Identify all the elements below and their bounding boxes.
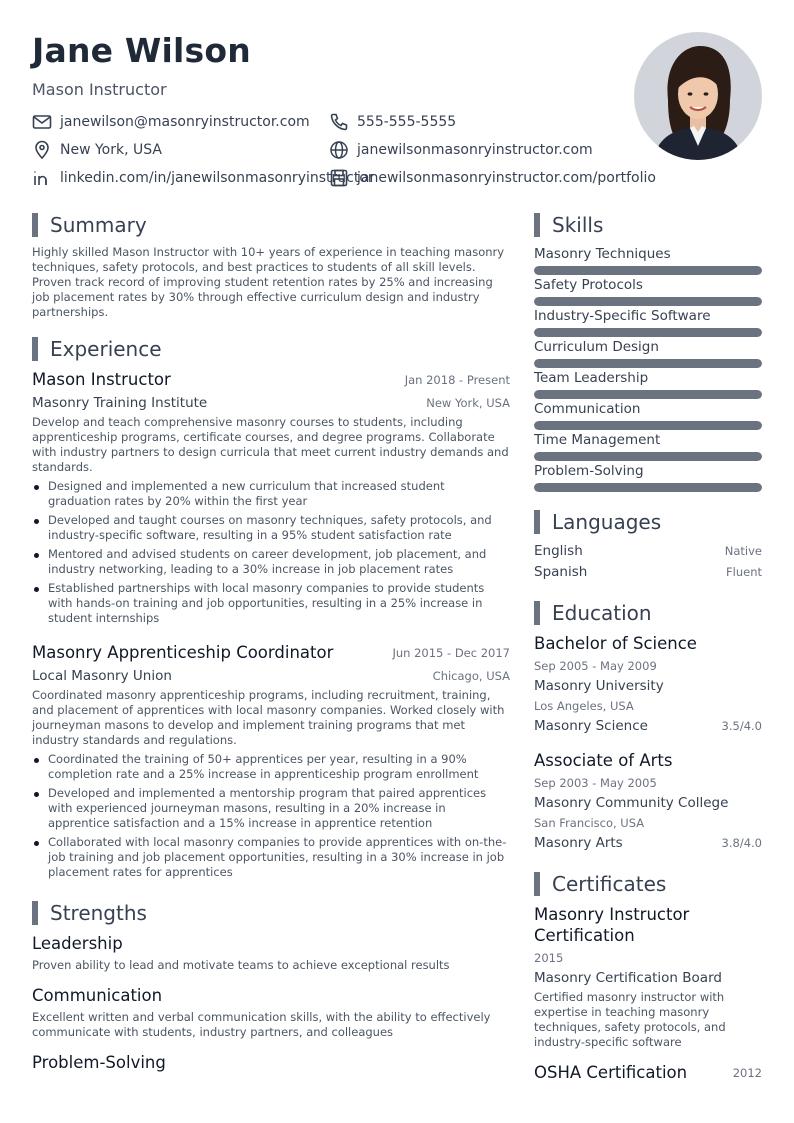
job-description: Develop and teach comprehensive masonry courses to students, including apprenticeship programs, certificate courses, and degree programs. Collaborate with industry partners to design curricula that meet current industry demands and standards. [32, 415, 509, 474]
certificate-year: 2015 [534, 951, 564, 965]
skill-level-bar [534, 452, 762, 461]
job-dates: Jun 2015 - Dec 2017 [392, 646, 510, 660]
strength-title: Problem-Solving [32, 1053, 166, 1072]
location-text: New York, USA [60, 142, 162, 158]
skill-name: Time Management [534, 432, 661, 448]
candidate-name: Jane Wilson [32, 31, 251, 70]
job-company: Masonry Training Institute [32, 395, 208, 411]
degree-title: Bachelor of Science [534, 634, 697, 653]
field-of-study: Masonry Arts [534, 835, 623, 851]
skill-level-fill [534, 297, 762, 306]
skill-level-fill [534, 359, 762, 368]
mail-icon [32, 112, 52, 132]
job-bullet: Established partnerships with local masonry companies to provide students with hands-on training and job opportunities, resulting in a 25% increase in student internships [32, 581, 510, 626]
skill-name: Communication [534, 401, 641, 417]
field-of-study: Masonry Science [534, 718, 648, 734]
phone-number[interactable]: 555-555-5555 [357, 114, 457, 130]
job-company: Local Masonry Union [32, 668, 172, 684]
profile-photo [634, 32, 762, 160]
globe-icon [329, 140, 349, 160]
portfolio-icon [329, 168, 349, 188]
gpa: 3.5/4.0 [721, 719, 762, 733]
portfolio-link[interactable]: janewilsonmasonryinstructor.com/portfolio [357, 170, 656, 186]
job-bullet: Developed and implemented a mentorship program that paired apprentices with experienced journeyman masons, resulting in a 20% increase in apprentice satisfaction and a 15% increase in apprentice retention [32, 786, 510, 831]
certificate-issuer: Masonry Certification Board [534, 970, 722, 986]
education-dates: Sep 2003 - May 2005 [534, 776, 657, 790]
skill-level-bar [534, 421, 762, 430]
linkedin-link[interactable]: linkedin.com/in/janewilsonmasonryinstructor [60, 170, 374, 186]
skill-level-fill [534, 390, 762, 399]
language-level: Native [724, 544, 762, 558]
candidate-title: Mason Instructor [32, 80, 167, 99]
certificate-title-cont: Certification [534, 926, 635, 945]
job-bullet: Coordinated the training of 50+ apprentices per year, resulting in a 90% completion rate and a 25% increase in apprenticeship program enrollment [32, 752, 510, 782]
job-dates: Jan 2018 - Present [404, 373, 510, 387]
skill-name: Curriculum Design [534, 339, 659, 355]
skill-level-fill [534, 483, 762, 492]
education-heading: Education [534, 600, 652, 626]
skill-name: Safety Protocols [534, 277, 643, 293]
certificates-heading: Certificates [534, 871, 666, 897]
skill-name: Masonry Techniques [534, 246, 671, 262]
skill-level-bar [534, 359, 762, 368]
school-location: Los Angeles, USA [534, 699, 634, 713]
email-link[interactable]: janewilson@masonryinstructor.com [60, 114, 310, 130]
skill-level-bar [534, 483, 762, 492]
linkedin-icon [32, 168, 52, 188]
skill-name: Problem-Solving [534, 463, 644, 479]
skill-level-bar [534, 390, 762, 399]
skill-name: Industry-Specific Software [534, 308, 711, 324]
strength-title: Communication [32, 986, 163, 1005]
school-location: San Francisco, USA [534, 816, 645, 830]
skill-item [534, 307, 762, 325]
skill-item [534, 462, 762, 480]
strength-desc: Proven ability to lead and motivate teams to achieve exceptional results [32, 958, 450, 972]
summary-heading: Summary [32, 212, 147, 238]
language-item [534, 563, 762, 581]
job-location: New York, USA [426, 396, 510, 410]
certificate-title: Masonry Instructor [534, 905, 690, 924]
certificate-title: OSHA Certification [534, 1063, 688, 1082]
skill-name: Team Leadership [534, 370, 649, 386]
certificate-desc: Certified masonry instructor with expertise in teaching masonry techniques, safety protocols, and industry-specific software [534, 990, 726, 1049]
language-name: Spanish [534, 564, 588, 580]
job-location: Chicago, USA [432, 669, 510, 683]
skill-item [534, 431, 762, 449]
language-item [534, 542, 762, 560]
school-name: Masonry Community College [534, 795, 729, 811]
skill-level-bar [534, 266, 762, 275]
skill-item [534, 400, 762, 418]
skills-heading: Skills [534, 212, 603, 238]
language-name: English [534, 543, 583, 559]
language-level: Fluent [726, 565, 762, 579]
summary-text: Highly skilled Mason Instructor with 10+ years of experience in teaching masonry techniques, safety protocols, and best practices to students of all skill levels. Proven track record of improving student retention rates by 25% and increasing job placement rates by 30% through effective curriculum design and industry partnerships. [32, 245, 505, 319]
job-bullet: Mentored and advised students on career development, job placement, and industry networking, leading to a 30% increase in job placement rates [32, 547, 510, 577]
skill-level-fill [534, 421, 762, 430]
skill-level-bar [534, 297, 762, 306]
strength-desc: Excellent written and verbal communication skills, with the ability to effectively communicate with students, industry partners, and colleagues [32, 1010, 491, 1039]
education-dates: Sep 2005 - May 2009 [534, 659, 657, 673]
website-link[interactable]: janewilsonmasonryinstructor.com [357, 142, 593, 158]
certificate-year: 2012 [732, 1066, 762, 1080]
strengths-heading: Strengths [32, 900, 147, 926]
location-pin-icon [32, 140, 52, 160]
languages-heading: Languages [534, 509, 661, 535]
job-title: Masonry Apprenticeship Coordinator [32, 643, 334, 662]
job-bullet: Collaborated with local masonry companies to provide apprentices with on-the-job training and job placement opportunities, resulting in a 30% increase in job placement rates for apprentices [32, 835, 510, 880]
gpa: 3.8/4.0 [721, 836, 762, 850]
skill-level-fill [534, 452, 762, 461]
strength-title: Leadership [32, 934, 123, 953]
job-title: Mason Instructor [32, 370, 171, 389]
school-name: Masonry University [534, 678, 664, 694]
skill-level-bar [534, 328, 762, 337]
job-bullet: Developed and taught courses on masonry techniques, safety protocols, and industry-specific software, resulting in a 95% student satisfaction rate [32, 513, 510, 543]
phone-icon [329, 112, 349, 132]
skill-item [534, 245, 762, 263]
skill-item [534, 276, 762, 294]
skill-level-fill [534, 328, 762, 337]
job-bullet: Designed and implemented a new curriculum that increased student graduation rates by 20% within the first year [32, 479, 510, 509]
experience-heading: Experience [32, 336, 162, 362]
skill-item [534, 369, 762, 387]
skill-item [534, 338, 762, 356]
job-description: Coordinated masonry apprenticeship programs, including recruitment, training, and placement of apprentices with local masonry companies. Worked closely with journeyman masons to develop and implement training programs that met industry standards and regulations. [32, 688, 505, 747]
degree-title: Associate of Arts [534, 751, 673, 770]
skill-level-fill [534, 266, 762, 275]
